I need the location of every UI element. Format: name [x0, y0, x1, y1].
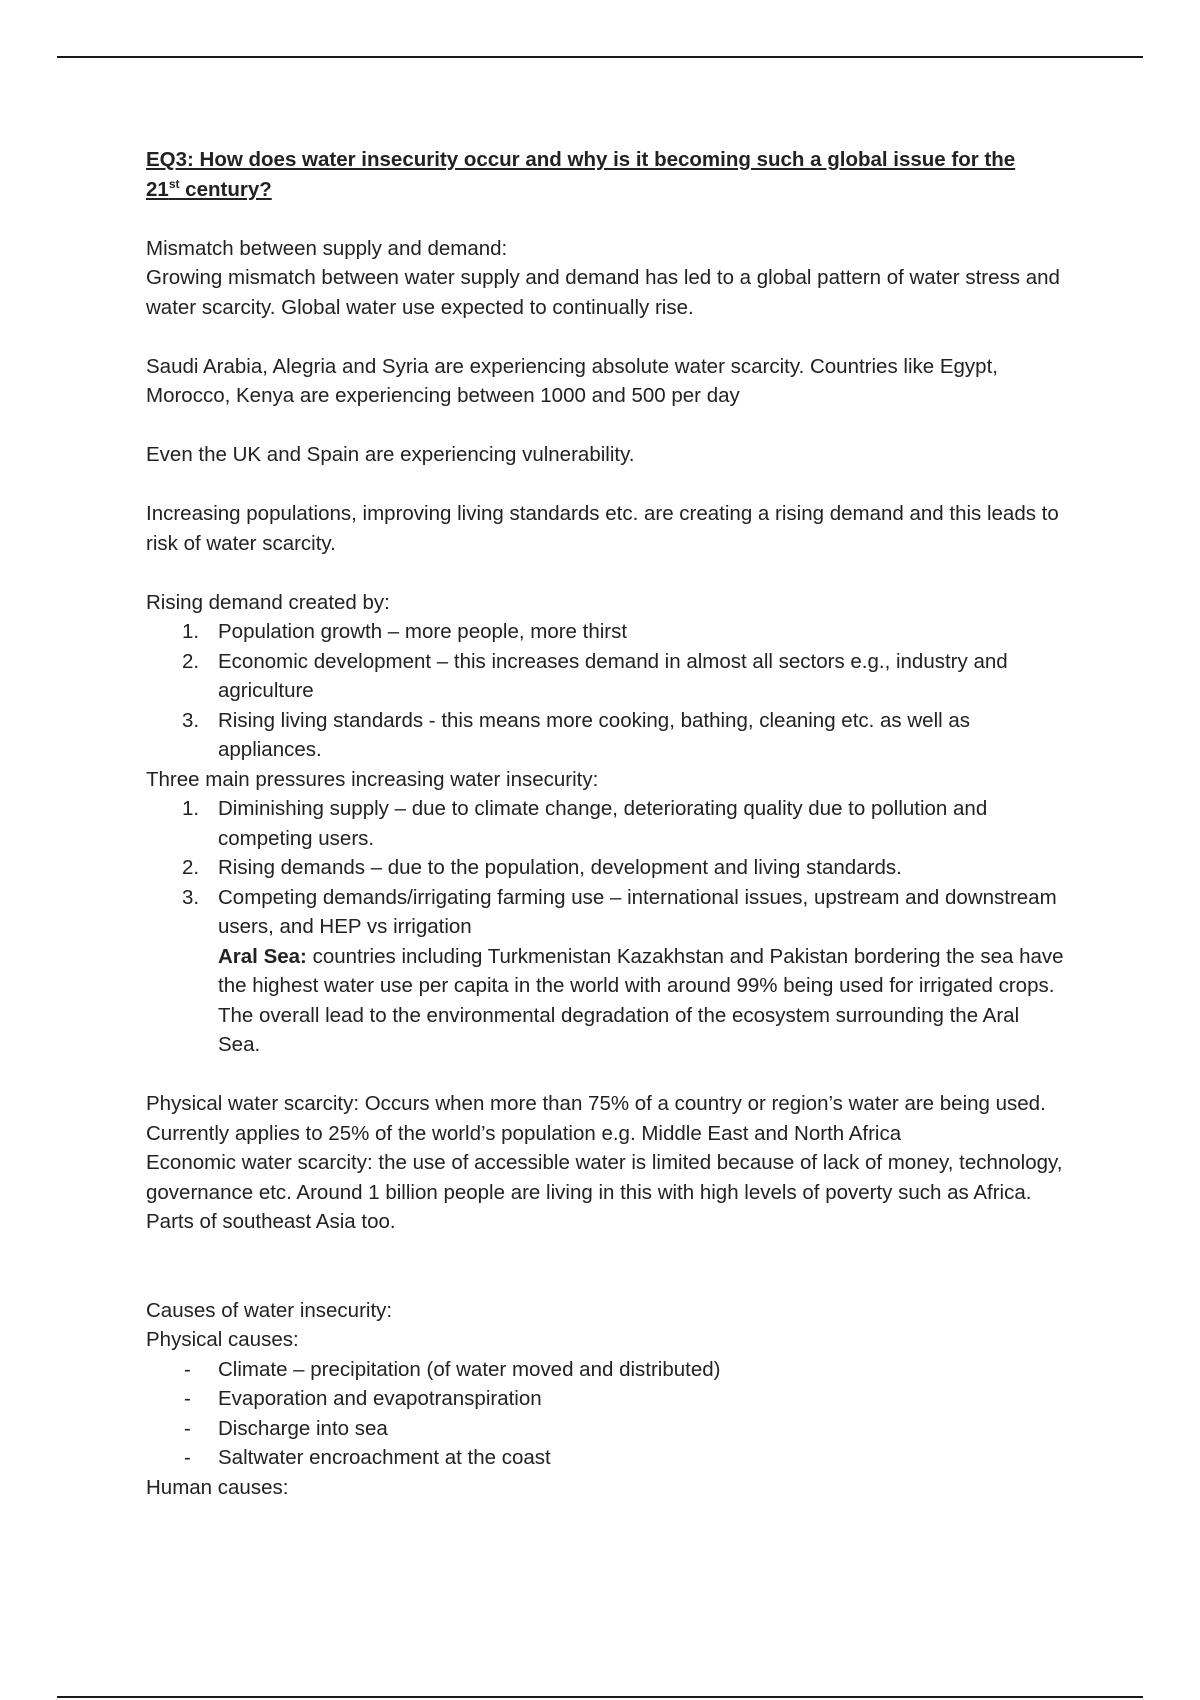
dash-bullet: - [184, 1446, 191, 1469]
list-item-text: Climate – precipitation (of water moved and distributed) [218, 1357, 721, 1381]
title-line-2-suffix: century? [179, 177, 272, 201]
list-item-text: Competing demands/irrigating farming use – international issues, upstream and downstream users, and HEP vs irrigation [218, 885, 1057, 938]
aral-sea-note [218, 942, 1066, 1060]
title-line-1: EQ3: How does water insecurity occur and why is it becoming such a global issue for the [146, 148, 1016, 171]
scarcity-countries-paragraph: Saudi Arabia, Alegria and Syria are experiencing absolute water scarcity. Countries like Egypt, Morocco, Kenya are experiencing between 1000 and 500 per day [146, 354, 998, 407]
list-item-text: Discharge into sea [218, 1416, 388, 1440]
list-item [146, 794, 1066, 853]
increasing-population-paragraph: Increasing populations, improving living standards etc. are creating a rising demand and this leads to risk of water scarcity. [146, 502, 1059, 555]
page-title [146, 145, 1066, 204]
dash-bullet: - [184, 1387, 191, 1410]
economic-scarcity-paragraph: Economic water scarcity: the use of accessible water is limited because of lack of money, technology, governance etc. Around 1 billion people are living in this with high levels of poverty such as Africa. Parts of southeast Asia too. [146, 1151, 1063, 1233]
dash-bullet: - [184, 1357, 191, 1381]
list-item [146, 883, 1066, 1060]
list-item-text: Rising demands – due to the population, development and living standards. [218, 856, 902, 879]
list-number: 1. [182, 797, 200, 820]
list-number: 3. [182, 885, 200, 909]
footer-rule [57, 1696, 1143, 1698]
list-item-text: Evaporation and evapotranspiration [218, 1387, 542, 1410]
list-item [146, 706, 1066, 765]
mismatch-heading: Mismatch between supply and demand: [146, 236, 508, 260]
list-item-text: Diminishing supply – due to climate change, deteriorating quality due to pollution and competing users. [218, 797, 988, 850]
mismatch-body: Growing mismatch between water supply and demand has led to a global pattern of water stress and water scarcity. Global water use expected to continually rise. [146, 266, 1060, 319]
uk-spain-paragraph: Even the UK and Spain are experiencing vulnerability. [146, 443, 635, 466]
header-rule [57, 56, 1143, 58]
aral-sea-label: Aral Sea: [218, 944, 307, 968]
pressures-list [146, 794, 1066, 1060]
list-item [146, 647, 1066, 706]
causes-heading: Causes of water insecurity: [146, 1298, 393, 1322]
physical-scarcity-paragraph: Physical water scarcity: Occurs when more than 75% of a country or region’s water are being used. Currently applies to 25% of the world’s population e.g. Middle East and North Africa [146, 1092, 1046, 1145]
dash-bullet: - [184, 1416, 191, 1440]
list-number: 2. [182, 649, 200, 673]
pressures-heading: Three main pressures increasing water insecurity: [146, 767, 599, 791]
list-number: 1. [182, 620, 200, 643]
list-item [146, 1443, 1066, 1473]
list-item-text: Population growth – more people, more thirst [218, 620, 628, 643]
title-line-2-prefix: 21 [146, 177, 169, 201]
list-item-text: Rising living standards - this means more cooking, bathing, cleaning etc. as well as appliances. [218, 708, 971, 761]
list-item [146, 617, 1066, 647]
physical-causes-heading: Physical causes: [146, 1328, 299, 1351]
list-item [146, 1355, 1066, 1385]
title-superscript: st [168, 176, 180, 191]
list-item [146, 853, 1066, 883]
list-item-text: Saltwater encroachment at the coast [218, 1446, 551, 1469]
list-number: 3. [182, 708, 200, 732]
list-item [146, 1384, 1066, 1414]
rising-demand-list [146, 617, 1066, 765]
rising-demand-heading: Rising demand created by: [146, 590, 390, 614]
list-item-text: Economic development – this increases demand in almost all sectors e.g., industry and agriculture [218, 649, 1008, 702]
aral-sea-text: countries including Turkmenistan Kazakhstan and Pakistan bordering the sea have the highest water use per capita in the world with around 99% being used for irrigated crops. The overall lead to the environmental degradation of the ecosystem surrounding the Aral Sea. [218, 944, 1064, 1056]
physical-causes-list [146, 1355, 1066, 1473]
document-body [146, 145, 1066, 1502]
list-number: 2. [182, 856, 200, 879]
list-item [146, 1414, 1066, 1444]
human-causes-heading: Human causes: [146, 1475, 289, 1499]
